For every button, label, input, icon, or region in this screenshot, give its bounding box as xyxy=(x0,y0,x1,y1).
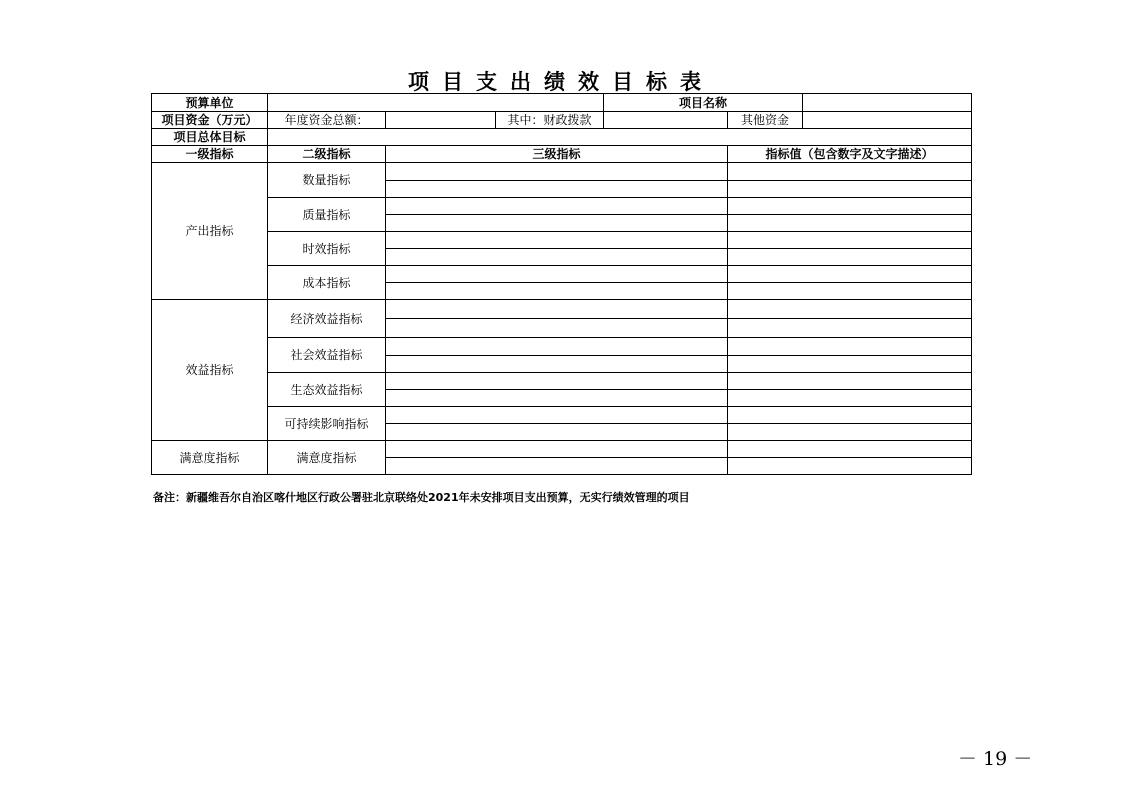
level3-field[interactable] xyxy=(386,458,728,475)
level3-field[interactable] xyxy=(386,266,728,283)
overall-goal-row xyxy=(152,129,972,146)
col-value-header: 指标值（包含数字及文字描述） xyxy=(728,146,972,163)
value-field[interactable] xyxy=(728,373,972,390)
indicator-row xyxy=(152,163,972,181)
indicator-row xyxy=(152,373,972,390)
value-field[interactable] xyxy=(728,232,972,249)
satisfaction-indicator-label: 满意度指标 xyxy=(152,441,268,475)
satisfaction-sub-indicator-label: 满意度指标 xyxy=(268,441,386,475)
value-field[interactable] xyxy=(728,356,972,373)
project-name-field[interactable] xyxy=(803,94,972,112)
funds-row xyxy=(152,112,972,129)
level3-field[interactable] xyxy=(386,424,728,441)
ecological-indicator-label: 生态效益指标 xyxy=(268,373,386,407)
indicator-row xyxy=(152,338,972,356)
fiscal-label: 其中：财政拨款 xyxy=(496,112,604,129)
output-indicator-label: 产出指标 xyxy=(152,163,268,300)
overall-goal-field[interactable] xyxy=(268,129,972,146)
social-indicator-label: 社会效益指标 xyxy=(268,338,386,373)
level3-field[interactable] xyxy=(386,356,728,373)
budget-unit-field[interactable] xyxy=(268,94,604,112)
level3-field[interactable] xyxy=(386,215,728,232)
other-funds-field[interactable] xyxy=(803,112,972,129)
sustainable-indicator-label: 可持续影响指标 xyxy=(268,407,386,441)
quantity-indicator-label: 数量指标 xyxy=(268,163,386,198)
column-header-row xyxy=(152,146,972,163)
annual-total-field[interactable] xyxy=(386,112,496,129)
value-field[interactable] xyxy=(728,300,972,319)
value-field[interactable] xyxy=(728,458,972,475)
indicator-row xyxy=(152,266,972,283)
indicator-row xyxy=(152,407,972,424)
level3-field[interactable] xyxy=(386,249,728,266)
level3-field[interactable] xyxy=(386,390,728,407)
value-field[interactable] xyxy=(728,441,972,458)
level3-field[interactable] xyxy=(386,300,728,319)
level3-field[interactable] xyxy=(386,441,728,458)
performance-target-table xyxy=(151,93,972,475)
value-field[interactable] xyxy=(728,338,972,356)
cost-indicator-label: 成本指标 xyxy=(268,266,386,300)
value-field[interactable] xyxy=(728,163,972,181)
overall-goal-label: 项目总体目标 xyxy=(152,129,268,146)
economic-indicator-label: 经济效益指标 xyxy=(268,300,386,338)
level3-field[interactable] xyxy=(386,407,728,424)
annual-total-label: 年度资金总额： xyxy=(268,112,386,129)
indicator-row xyxy=(152,300,972,319)
budget-unit-label: 预算单位 xyxy=(152,94,268,112)
value-field[interactable] xyxy=(728,319,972,338)
timeliness-indicator-label: 时效指标 xyxy=(268,232,386,266)
value-field[interactable] xyxy=(728,181,972,198)
level3-field[interactable] xyxy=(386,338,728,356)
indicator-row xyxy=(152,198,972,215)
value-field[interactable] xyxy=(728,215,972,232)
level3-field[interactable] xyxy=(386,232,728,249)
level3-field[interactable] xyxy=(386,373,728,390)
level3-field[interactable] xyxy=(386,283,728,300)
value-field[interactable] xyxy=(728,407,972,424)
other-funds-label: 其他资金 xyxy=(728,112,803,129)
level3-field[interactable] xyxy=(386,319,728,338)
project-name-label: 项目名称 xyxy=(604,94,803,112)
remark-note: 备注：新疆维吾尔自治区喀什地区行政公署驻北京联络处2021年未安排项目支出预算，无实行绩效管理的项目 xyxy=(153,491,690,504)
indicator-row xyxy=(152,441,972,458)
page-number: － 19 － xyxy=(958,748,1033,770)
col-level2-header: 二级指标 xyxy=(268,146,386,163)
value-field[interactable] xyxy=(728,249,972,266)
level3-field[interactable] xyxy=(386,163,728,181)
quality-indicator-label: 质量指标 xyxy=(268,198,386,232)
value-field[interactable] xyxy=(728,283,972,300)
level3-field[interactable] xyxy=(386,198,728,215)
page-title: 项目支出绩效目标表 xyxy=(408,69,714,94)
value-field[interactable] xyxy=(728,390,972,407)
indicator-row xyxy=(152,232,972,249)
benefit-indicator-label: 效益指标 xyxy=(152,300,268,441)
budget-unit-row xyxy=(152,94,972,112)
col-level3-header: 三级指标 xyxy=(386,146,728,163)
value-field[interactable] xyxy=(728,198,972,215)
level3-field[interactable] xyxy=(386,181,728,198)
value-field[interactable] xyxy=(728,266,972,283)
col-level1-header: 一级指标 xyxy=(152,146,268,163)
funds-label: 项目资金（万元） xyxy=(152,112,268,129)
fiscal-field[interactable] xyxy=(604,112,728,129)
value-field[interactable] xyxy=(728,424,972,441)
